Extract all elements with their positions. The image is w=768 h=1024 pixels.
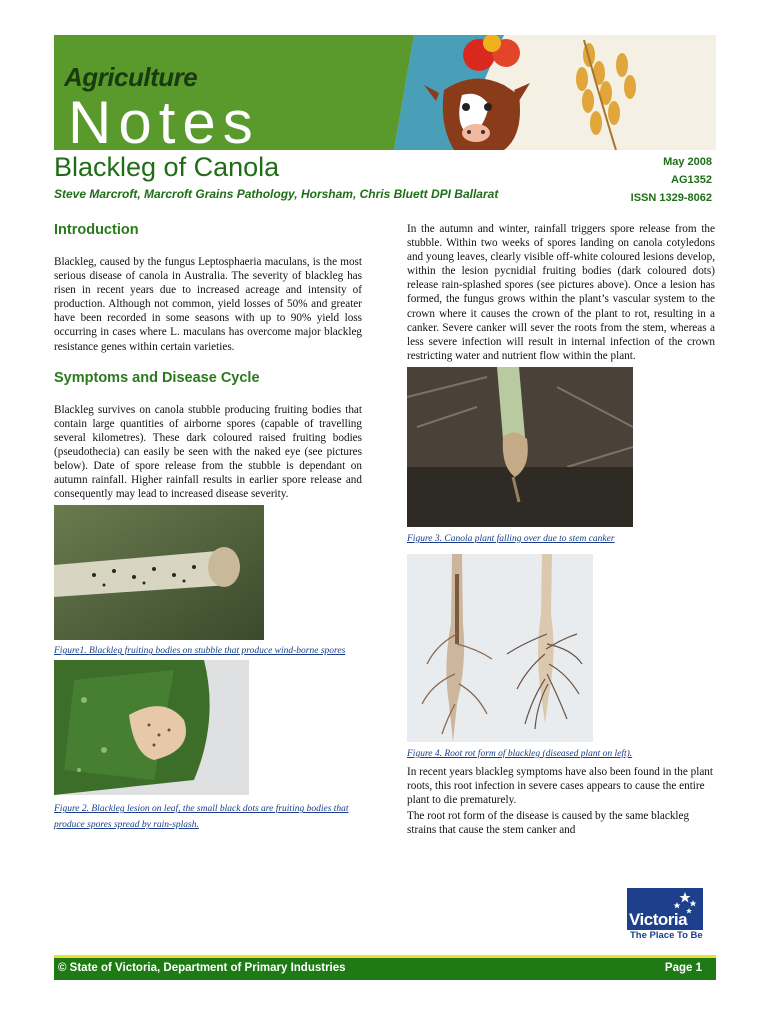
symptoms-heading: Symptoms and Disease Cycle bbox=[54, 369, 260, 386]
victoria-wordmark: Victoria bbox=[629, 910, 688, 929]
introduction-heading: Introduction bbox=[54, 222, 139, 238]
figure-1-image bbox=[54, 505, 264, 640]
victoria-logo-box bbox=[627, 888, 703, 930]
header-banner bbox=[54, 35, 716, 150]
victoria-logo bbox=[627, 888, 705, 942]
banner-agriculture-text: Agriculture bbox=[64, 62, 198, 92]
page-footer bbox=[54, 955, 716, 980]
figure-1-caption: Figure1. Blackleg fruiting bodies on stubble that produce wind-borne spores bbox=[54, 646, 346, 657]
right-column bbox=[407, 222, 715, 837]
figure-2-image bbox=[54, 660, 249, 795]
publication-date: May 2008 bbox=[663, 156, 712, 168]
authors-line: Steve Marcroft, Marcroft Grains Pathology, Horsham, Chris Bluett DPI Ballarat bbox=[54, 187, 499, 201]
disease-cycle-paragraph: In the autumn and winter, rainfall triggers spore release from the stubble. Within two weeks of spores landing on canola cotyledons and young leaves, clearly visible off-white coloured lesions develop, within the lesion pycnidial fruiting bodies (dark coloured dots) release rain-splashed spores (see pictures above). Once a lesion has formed, the fungus grows within the plant’s vascular system to the crown where it causes the crown of the plant to rot, resulting in a canker. Severe canker will sever the roots from the stem, whereas a less severe infection will result in internal infection of the crown restricting water and nutrient flow within the plant. bbox=[407, 223, 715, 362]
banner-notes-text: Notes bbox=[68, 89, 260, 150]
figure-3-caption: Figure 3. Canola plant falling over due to stem canker bbox=[407, 533, 615, 544]
figure-4-image bbox=[407, 554, 593, 742]
figure-2-caption: Figure 2. Blackleg lesion on leaf, the small black dots are fruiting bodies that produce spores spread by rain-splash. bbox=[54, 804, 349, 831]
introduction-paragraph: Blackleg, caused by the fungus Leptosphaeria maculans, is the most serious disease of canola in Australia. The severity of blackleg has risen in recent years due to increased acreage and intensity of production. Although not common, yield losses of 50% and greater have been recorded in some seasons with up to 90% yield loss occurring in cases where L. maculans has overcome major blackleg resistance genes within certain varieties. bbox=[54, 256, 362, 353]
issn-number: ISSN 1329-8062 bbox=[630, 192, 712, 204]
document-code: AG1352 bbox=[671, 174, 712, 186]
figure-4-caption: Figure 4. Root rot form of blackleg (diseased plant on left). bbox=[407, 748, 633, 759]
document-title: Blackleg of Canola bbox=[54, 152, 280, 182]
root-infection-paragraph: In recent years blackleg symptoms have also been found in the plant roots, this root infection in severe cases appears to cause the entire plant to die prematurely. bbox=[407, 765, 714, 807]
root-rot-paragraph: The root rot form of the disease is caused by the same blackleg strains that cause the stem canker and bbox=[407, 810, 690, 837]
footer-copyright: © State of Victoria, Department of Primary Industries bbox=[58, 962, 346, 974]
banner-illustration bbox=[384, 35, 716, 150]
footer-page-number: Page 1 bbox=[664, 962, 702, 974]
left-column bbox=[54, 220, 362, 833]
symptoms-paragraph: Blackleg survives on canola stubble producing fruiting bodies that contain large quantities of airborne spores (capable of travelling several kilometres). These dark coloured raised fruiting bodies (pseudothecia) can easily be seen with the naked eye (see pictures below). Date of spore release from the stubble is dependant on autumn rainfall. Higher rainfall results in earlier spore release and consequently may lead to increased disease severity. bbox=[54, 403, 362, 501]
document-meta bbox=[631, 153, 712, 207]
figure-3-image bbox=[407, 367, 633, 527]
victoria-tagline: The Place To Be bbox=[630, 930, 703, 941]
